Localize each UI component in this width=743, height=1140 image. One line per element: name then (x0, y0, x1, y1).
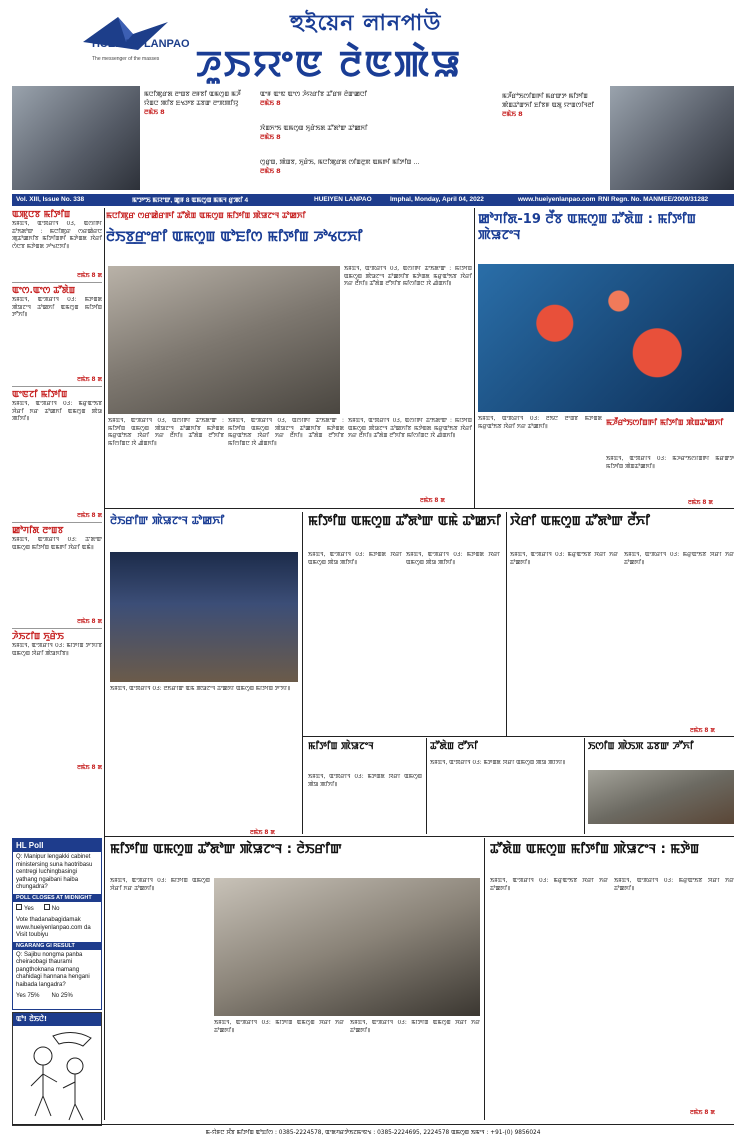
small-headline[interactable]: ꯃꯤꯇꯤꯡ ꯄꯥꯎꯖꯦꯜ (308, 741, 374, 752)
teaser-photo (12, 86, 140, 190)
continued-link[interactable]: ꯂꯃꯥꯏ 8 ꯗ (688, 500, 713, 506)
column-rule (302, 512, 303, 834)
price-info: ꯃꯦꯇꯦꯏ ꯃꯌꯦꯛ, ꯀꯨꯝ 8 ꯑꯃꯁꯨꯡ ꯃꯃꯜ ꯔꯨꯄꯤ 4 (132, 197, 249, 204)
option-label: Yes (24, 905, 34, 912)
bottom-headline[interactable]: ꯃꯤꯇꯤꯡ ꯑꯃꯁꯨꯡ ꯊꯧꯗꯣꯛ ꯄꯥꯎꯖꯦꯜ : ꯂꯥꯏꯔꯤꯛ (110, 842, 342, 857)
poll-title: HL Poll (13, 839, 101, 852)
poll-result-yes: Yes 75% (16, 993, 40, 999)
teaser-ref: ꯂꯃꯥꯏ 8 (260, 167, 281, 175)
side-headline[interactable]: ꯃꯍꯩꯔꯣꯏꯁꯤꯡꯒꯤ ꯃꯤꯇꯤꯡ ꯄꯥꯡꯊꯣꯀꯈꯤ (606, 418, 724, 427)
cartoon-drawing-icon (13, 1026, 101, 1124)
section-rule (104, 508, 734, 509)
issue-info-bar (12, 194, 734, 206)
brand-name: HUEIYEN LANPAO (92, 38, 190, 50)
article-body: ꯏꯝꯐꯥꯜ, ꯑꯦꯞꯔꯤꯜ 03: ꯃꯤꯇꯤꯡ ꯑꯃꯁꯨꯡ ꯋꯥꯔꯤ ꯈꯔ ꯊꯣꯀꯈꯤ꯫ (350, 1020, 480, 1034)
article-body: ꯏꯝꯐꯥꯜ, ꯑꯦꯞꯔꯤꯜ 03: ꯃꯇꯥꯡꯗ ꯋꯥꯔꯤ ꯑꯃꯁꯨꯡ ꯄꯥꯎ ꯄꯤꯈꯤ꯫ (430, 760, 566, 766)
bottom-right-headline[interactable]: ꯊꯧꯗꯥꯡ ꯑꯃꯁꯨꯡ ꯃꯤꯇꯤꯡ ꯄꯥꯎꯖꯦꯜ : ꯃꯇꯥꯡ (490, 842, 700, 857)
article-body: ꯏꯝꯐꯥꯜ, ꯑꯦꯞꯔꯤꯜ 03: ꯃꯔꯨꯑꯣꯏꯕ ꯋꯥꯔꯤ ꯈꯔ ꯊꯣꯀꯈꯤ꯫ (614, 878, 734, 892)
teaser-text: ꯑꯦꯝ ꯑꯦꯟ ꯑꯦꯁ ꯍꯥꯌꯔꯤꯕ ꯊꯧꯔꯝ ꯂꯥꯛꯀꯅꯤ (260, 90, 367, 98)
article-headline[interactable]: ꯑꯦꯁ.ꯑꯦꯁ ꯊꯧꯗꯥꯡ (12, 286, 76, 296)
section-rule (104, 836, 734, 837)
teaser-photo (610, 86, 734, 190)
teaser-ref: ꯂꯃꯥꯏ 8 (144, 108, 165, 116)
poll-option-no[interactable] (44, 904, 60, 914)
poll-result-title: NGARANG GI RESULT (13, 942, 101, 950)
continued-link[interactable]: ꯂꯃꯥꯏ 8 ꯗ (690, 1110, 715, 1116)
continued-link[interactable]: ꯂꯃꯥꯏ 8 ꯗ (77, 619, 102, 625)
teaser-ref: ꯂꯃꯥꯏ 8 (260, 133, 281, 141)
column-rule (506, 512, 507, 736)
main-kicker-text: ꯃꯅꯤꯄꯨꯔ ꯁꯔꯀꯥꯔꯒꯤ ꯊꯧꯗꯥꯡ ꯑꯃꯁꯨꯡ ꯃꯤꯇꯤꯡ ꯄꯥꯎꯖꯦꯜ ꯊꯣꯀꯈꯤ (106, 211, 306, 220)
article-headline[interactable]: ꯑꯦꯟꯖꯤ ꯃꯤꯇꯤꯡ (12, 390, 68, 400)
footer-rule (12, 1124, 734, 1125)
radio-yes[interactable] (16, 904, 22, 910)
poll-question: Q: Manipur lengakki cabinet ministersing suna haotribasu centregi luchingbasingi yathang ngaibani haiba chungadra? (16, 854, 93, 890)
poll-closes-note: POLL CLOSES AT MIDNIGHT (13, 894, 101, 902)
small-headline[interactable]: ꯊꯧꯗꯥꯡ ꯂꯧꯈꯤ (430, 741, 478, 752)
virus-headline[interactable]: ꯀꯣꯚꯤꯗ-19 ꯂꯩꯕ ꯑꯃꯁꯨꯡ ꯊꯧꯗꯥꯡ : ꯃꯤꯇꯤꯡ ꯄꯥꯎꯖꯦꯜ (478, 212, 696, 243)
left-column (12, 210, 102, 834)
pipeline-photo (588, 770, 734, 824)
article-body: ꯏꯝꯐꯥꯜ, ꯑꯦꯞꯔꯤꯜ 03, ꯑꯁꯤꯒꯤ ꯊꯣꯏꯗꯣꯛ : ꯃꯅꯤꯄꯨꯔ ꯁꯔꯀꯥꯔꯅ ꯄꯨꯊꯣꯀꯈꯤꯕ ꯃꯤꯇꯤꯡꯒꯤ ꯃꯇꯥꯡꯗ ꯋꯥꯔꯤ ꯁꯥꯅꯕ ꯃꯇꯥꯡꯗ ꯍꯣꯠꯅꯈꯤ꯫ (12, 221, 102, 250)
poll-result-question: Q: Sajibu nongma panba cheiraobagi thaurami pangthoknana mamang chahidagi hannana hengani haibada langadra? (16, 951, 90, 988)
article-body: ꯏꯝꯐꯥꯜ, ꯑꯦꯞꯔꯤꯜ 03: ꯃꯔꯨꯑꯣꯏꯕ ꯋꯥꯔꯤ ꯈꯔ ꯊꯣꯀꯈꯤ ꯑꯃꯁꯨꯡ ꯄꯥꯎ ꯄꯤꯈꯤ꯫ (12, 401, 102, 422)
teaser-ref: ꯂꯃꯥꯏ 8 (260, 99, 281, 107)
hl-poll-box (12, 838, 102, 1010)
book-launch-photo (110, 552, 298, 682)
registration-number: RNI Regn. No. MANMEE/2009/31282 (598, 196, 709, 203)
continued-link[interactable]: ꯂꯃꯥꯏ 8 ꯗ (77, 273, 102, 279)
article-headline[interactable]: ꯑꯄꯨꯅꯕ ꯃꯤꯇꯤꯡ (12, 210, 71, 220)
divider (12, 522, 102, 523)
article-body: ꯏꯝꯐꯥꯜ, ꯑꯦꯞꯔꯤꯜ 03: ꯂꯥꯏꯅꯥ ꯂꯦꯡꯕ ꯃꯇꯥꯡꯗ ꯃꯔꯨꯑꯣꯏꯕ ꯋꯥꯔꯤ ꯈꯔ ꯊꯣꯀꯈꯤ꯫ (478, 416, 602, 430)
main-kicker[interactable] (106, 210, 470, 230)
article-body: ꯏꯝꯐꯥꯜ, ꯑꯦꯞꯔꯤꯜ 03: ꯃꯔꯨꯑꯣꯏꯕ ꯋꯥꯔꯤ ꯈꯔ ꯊꯣꯀꯈꯤ꯫ (624, 552, 734, 566)
continued-link[interactable]: ꯂꯃꯥꯏ 8 ꯗ (420, 498, 445, 504)
poll-result-no: No 25% (51, 993, 73, 999)
website-link[interactable]: www.hueiyenlanpao.com (518, 196, 596, 203)
article-body: ꯏꯝꯐꯥꯜ, ꯑꯦꯞꯔꯤꯜ 03: ꯃꯇꯥꯡꯗ ꯋꯥꯔꯤ ꯑꯃꯁꯨꯡ ꯄꯥꯎ ꯄꯤꯈꯤ꯫ (406, 552, 500, 566)
column-rule (474, 208, 475, 508)
article-body: ꯏꯝꯐꯥꯜ, ꯑꯦꯞꯔꯤꯜ 03, ꯑꯁꯤꯒꯤ ꯊꯣꯏꯗꯣꯛ : ꯃꯤꯇꯤꯡ ꯑꯃꯁꯨꯡ ꯄꯥꯎꯖꯦꯜ ꯊꯣꯀꯈꯤꯕ ꯃꯇꯥꯡꯗ ꯃꯔꯨꯑꯣꯏꯕ ꯋꯥꯔꯤ ꯈꯔ ꯂꯩꯈꯤ꯫ ꯊꯧꯗꯥꯡ ꯂꯧꯈꯤꯕ ꯃꯤꯁꯤꯡꯅ ꯋꯥ ꯉꯥꯡꯈꯤ꯫ (348, 418, 472, 439)
article-body: ꯏꯝꯐꯥꯜ, ꯑꯦꯞꯔꯤꯜ 03: ꯊꯧꯗꯣꯛ ꯑꯃꯁꯨꯡ ꯃꯤꯇꯤꯡ ꯑꯃꯒꯤ ꯋꯥꯔꯤ ꯑꯃꯥ꯫ (12, 537, 102, 551)
teaser-item[interactable] (260, 158, 490, 176)
continued-link[interactable]: ꯂꯃꯥꯏ 8 ꯗ (77, 513, 102, 519)
teaser-text: ꯃꯍꯩꯔꯣꯏꯁꯤꯡꯒꯤ ꯃꯔꯛꯇ ꯃꯤꯇꯤꯡ ꯄꯥꯡꯊꯣꯛꯈꯤ ꯐꯤꯕꯝ ꯑꯗꯨ ꯌꯦꯡꯁꯤꯜꯂꯤ (502, 92, 594, 109)
right-mid-headline[interactable]: ꯋꯥꯔꯤ ꯑꯃꯁꯨꯡ ꯊꯧꯗꯣꯛ ꯂꯩꯈꯤ (510, 514, 650, 529)
column-rule (426, 738, 427, 834)
pipe-headline[interactable]: ꯏꯁꯤꯡ ꯄꯥꯏꯞ ꯊꯕꯛ ꯍꯧꯈꯤ (588, 741, 694, 752)
volume-issue: Vol. XIII, Issue No. 338 (16, 196, 85, 203)
poll-vote-instruction[interactable]: Vote thadanabagidamak www.hueiyenlanpao.com da Visit toubiyu (16, 917, 91, 938)
masthead (0, 0, 743, 85)
article-body: ꯏꯝꯐꯥꯜ, ꯑꯦꯞꯔꯤꯜ 03: ꯃꯤꯇꯤꯡ ꯑꯃꯁꯨꯡ ꯋꯥꯔꯤ ꯈꯔ ꯊꯣꯀꯈꯤ꯫ (214, 1020, 344, 1034)
continued-link[interactable]: ꯂꯃꯥꯏ 8 ꯗ (77, 765, 102, 771)
poll-option-yes[interactable] (16, 904, 34, 914)
column-rule (484, 838, 485, 1120)
continued-link[interactable]: ꯂꯃꯥꯏ 8 ꯗ (250, 830, 275, 836)
section-rule (302, 736, 734, 737)
teaser-item[interactable] (260, 124, 490, 142)
article-body: ꯏꯝꯐꯥꯜ, ꯑꯦꯞꯔꯤꯜ 03: ꯃꯇꯥꯡꯗ ꯋꯥꯔꯤ ꯑꯃꯁꯨꯡ ꯄꯥꯎ ꯄꯤꯈꯤ꯫ (308, 774, 422, 788)
article-body: ꯏꯝꯐꯥꯜ, ꯑꯦꯞꯔꯤꯜ 03: ꯃꯔꯨꯑꯣꯏꯕ ꯋꯥꯔꯤ ꯈꯔ ꯊꯣꯀꯈꯤ꯫ (510, 552, 618, 566)
article-body: ꯏꯝꯐꯥꯜ, ꯑꯦꯞꯔꯤꯜ 03: ꯃꯇꯥꯡꯗ ꯋꯥꯔꯤ ꯑꯃꯁꯨꯡ ꯄꯥꯎ ꯄꯤꯈꯤ꯫ (308, 552, 402, 566)
continued-link[interactable]: ꯂꯃꯥꯏ 8 ꯗ (690, 728, 715, 734)
brand-tagline: The messenger of the masses (92, 56, 160, 62)
divider (12, 628, 102, 629)
teaser-text: ꯃꯅꯤꯄꯨꯔꯗ ꯂꯦꯡꯕ ꯂꯝꯕꯤ ꯑꯃꯁꯨꯡ ꯃꯍꯩ ꯌꯥꯡꯅ ꯄꯤꯕ ꯐꯠꯇꯕ ꯊꯕꯛ ꯂꯦꯞꯄꯤꯌꯨ (144, 90, 241, 107)
footer-contact: ꯃ-ꯌꯥꯝꯅ ꯆꯪꯕ ꯃꯤꯇꯤꯡ ꯑꯣꯐꯤꯁ : 0385-2224578, ꯑꯦꯗꯚꯔꯇꯥꯏꯖꯃꯦꯟꯠ : 0385-2224695, 2224578 ꯑꯃꯁꯨꯡ ꯏꯃꯦꯜ : +91-(0) 9856024 (205, 1130, 541, 1136)
place-date: Imphal, Monday, April 04, 2022 (390, 196, 484, 203)
article-body: ꯏꯝꯐꯥꯜ, ꯑꯦꯞꯔꯤꯜ 03, ꯑꯁꯤꯒꯤ ꯊꯣꯏꯗꯣꯛ : ꯃꯤꯇꯤꯡ ꯑꯃꯁꯨꯡ ꯄꯥꯎꯖꯦꯜ ꯊꯣꯀꯈꯤꯕ ꯃꯇꯥꯡꯗ ꯃꯔꯨꯑꯣꯏꯕ ꯋꯥꯔꯤ ꯈꯔ ꯂꯩꯈꯤ꯫ ꯊꯧꯗꯥꯡ ꯂꯧꯈꯤꯕ ꯃꯤꯁꯤꯡꯅ ꯋꯥ ꯉꯥꯡꯈꯤ꯫ (344, 266, 472, 287)
main-headline[interactable]: ꯂꯥꯏꯕ꯭ꯔꯦꯔꯤ ꯑꯃꯁꯨꯡ ꯑꯣꯐꯤꯁ ꯃꯤꯇꯤꯡ ꯍꯣꯠꯅꯈꯤ (106, 229, 363, 245)
title-bengali: হুইয়েন লানপাউ (290, 11, 442, 36)
book-launch-headline[interactable]: ꯂꯥꯏꯔꯤꯛ ꯄꯥꯎꯖꯦꯜ ꯊꯣꯀꯈꯤ (110, 514, 225, 527)
radio-no[interactable] (44, 904, 50, 910)
teaser-text: ꯋꯥꯡꯈꯦꯏ ꯑꯃꯁꯨꯡ ꯈꯨꯔꯥꯏꯗ ꯊꯧꯗꯣꯛ ꯊꯣꯀꯈꯤ (260, 124, 368, 132)
teaser-text: ꯁꯨꯔꯨꯡ, ꯄꯥꯡꯕ, ꯈꯨꯔꯥꯏ, ꯃꯅꯤꯄꯨꯔꯗ ꯁꯤꯡꯂꯨꯞ ꯑꯃꯒꯤ ꯃꯤꯇꯤꯡ ... (260, 158, 420, 166)
article-body: ꯏꯝꯐꯥꯜ, ꯑꯦꯞꯔꯤꯜ 03: ꯂꯥꯏꯔꯤꯛ ꯑꯃꯥ ꯄꯥꯎꯖꯦꯜ ꯊꯣꯀꯈꯤ ꯑꯃꯁꯨꯡ ꯃꯤꯇꯤꯡ ꯇꯧꯈꯤ꯫ (110, 686, 291, 692)
title-meitei: ꯍꯨꯏꯌꯦꯟ ꯂꯥꯟꯄꯥꯎ (196, 44, 463, 85)
library-photo (108, 266, 340, 414)
article-body: ꯏꯝꯐꯥꯜ, ꯑꯦꯞꯔꯤꯜ 03: ꯃꯔꯨꯑꯣꯏꯕ ꯋꯥꯔꯤ ꯈꯔ ꯊꯣꯀꯈꯤ꯫ (490, 878, 608, 892)
article-body: ꯏꯝꯐꯥꯜ, ꯑꯦꯞꯔꯤꯜ 03: ꯃꯍꯩꯔꯣꯏꯁꯤꯡꯒꯤ ꯃꯔꯛꯇ ꯃꯤꯇꯤꯡ ꯄꯥꯡꯊꯣꯀꯈꯤ꯫ (606, 456, 734, 470)
article-body: ꯏꯝꯐꯥꯜ, ꯑꯦꯞꯔꯤꯜ 03, ꯑꯁꯤꯒꯤ ꯊꯣꯏꯗꯣꯛ : ꯃꯤꯇꯤꯡ ꯑꯃꯁꯨꯡ ꯄꯥꯎꯖꯦꯜ ꯊꯣꯀꯈꯤꯕ ꯃꯇꯥꯡꯗ ꯃꯔꯨꯑꯣꯏꯕ ꯋꯥꯔꯤ ꯈꯔ ꯂꯩꯈꯤ꯫ ꯊꯧꯗꯥꯡ ꯂꯧꯈꯤꯕ ꯃꯤꯁꯤꯡꯅ ꯋꯥ ꯉꯥꯡꯈꯤ꯫ (108, 418, 224, 447)
article-body: ꯏꯝꯐꯥꯜ, ꯑꯦꯞꯔꯤꯜ 03: ꯃꯇꯥꯡꯗ ꯄꯥꯎꯖꯦꯜ ꯊꯣꯀꯈꯤ ꯑꯃꯁꯨꯡ ꯃꯤꯇꯤꯡ ꯇꯧꯈꯤ꯫ (12, 297, 102, 318)
teaser-item[interactable] (144, 90, 254, 117)
divider (12, 282, 102, 283)
teaser-strip (12, 86, 734, 192)
divider (12, 386, 102, 387)
article-headline[interactable]: ꯀꯣꯚꯤꯗ ꯂꯦꯡꯕ (12, 526, 64, 536)
article-headline[interactable]: ꯍꯥꯏꯖꯤꯡ ꯈꯨꯔꯥꯏ (12, 632, 64, 642)
teaser-ref: ꯂꯃꯥꯏ 8 (502, 110, 523, 118)
option-label: No (51, 905, 60, 912)
article-body: ꯏꯝꯐꯥꯜ, ꯑꯦꯞꯔꯤꯜ 03: ꯃꯤꯇꯤꯡ ꯇꯧꯈꯤꯕ ꯑꯃꯁꯨꯡ ꯋꯥꯔꯤ ꯄꯥꯎꯈꯤꯕ꯫ (12, 643, 102, 657)
cartoon-box (12, 1012, 102, 1126)
paper-name: HUEIYEN LANPAO (314, 196, 372, 203)
article-body: ꯏꯝꯐꯥꯜ, ꯑꯦꯞꯔꯤꯜ 03: ꯃꯤꯇꯤꯡ ꯑꯃꯁꯨꯡ ꯋꯥꯔꯤ ꯈꯔ ꯊꯣꯀꯈꯤ꯫ (110, 878, 210, 892)
ceremony-photo (214, 878, 480, 1016)
teaser-item[interactable] (260, 90, 490, 108)
continued-link[interactable]: ꯂꯃꯥꯏ 8 ꯗ (77, 377, 102, 383)
mid-headline[interactable]: ꯃꯤꯇꯤꯡ ꯑꯃꯁꯨꯡ ꯊꯧꯗꯣꯛ ꯑꯃꯥ ꯊꯣꯀꯈꯤ (308, 514, 501, 529)
article-body: ꯏꯝꯐꯥꯜ, ꯑꯦꯞꯔꯤꯜ 03, ꯑꯁꯤꯒꯤ ꯊꯣꯏꯗꯣꯛ : ꯃꯤꯇꯤꯡ ꯑꯃꯁꯨꯡ ꯄꯥꯎꯖꯦꯜ ꯊꯣꯀꯈꯤꯕ ꯃꯇꯥꯡꯗ ꯃꯔꯨꯑꯣꯏꯕ ꯋꯥꯔꯤ ꯈꯔ ꯂꯩꯈꯤ꯫ ꯊꯧꯗꯥꯡ ꯂꯧꯈꯤꯕ ꯃꯤꯁꯤꯡꯅ ꯋꯥ ꯉꯥꯡꯈꯤ꯫ (228, 418, 344, 447)
column-rule (104, 208, 105, 1120)
column-rule (584, 738, 585, 834)
cartoon-title: ꯑꯣ! ꯂꯥꯏꯅꯥ! (13, 1013, 101, 1026)
teaser-item[interactable] (502, 92, 606, 119)
virus-photo (478, 264, 734, 412)
